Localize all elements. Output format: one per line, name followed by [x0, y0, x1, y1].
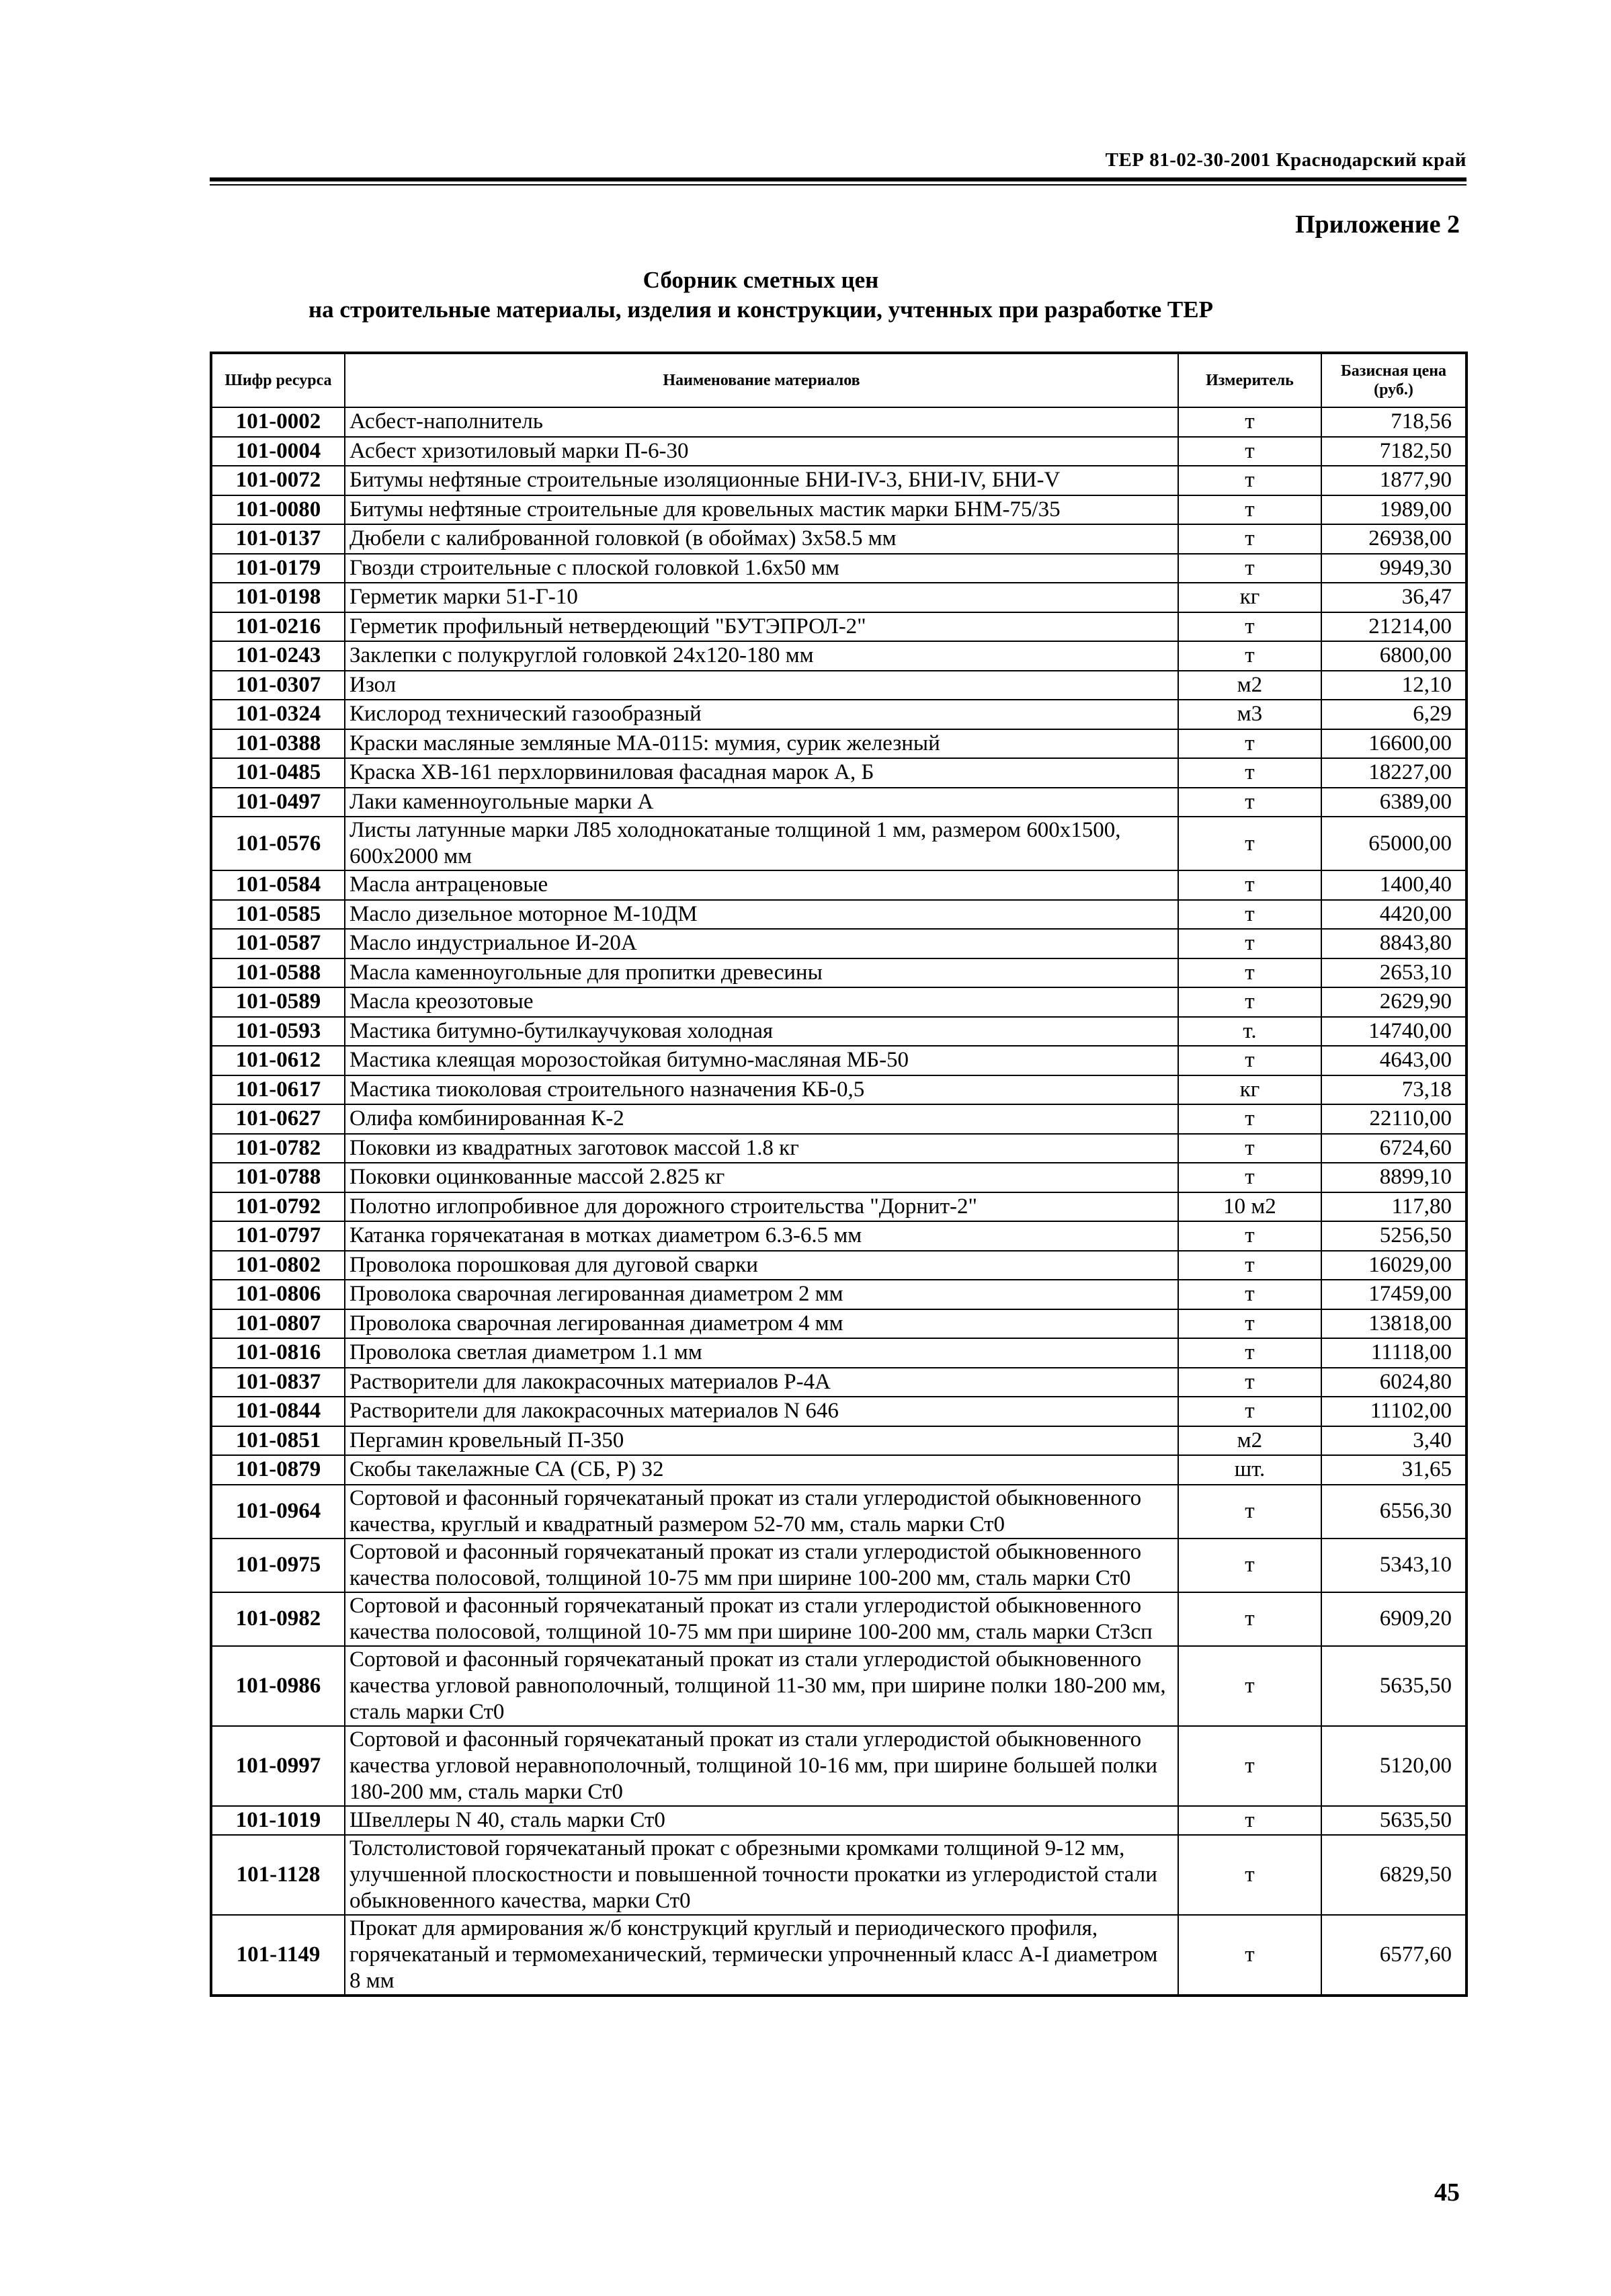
table-row [211, 1309, 1467, 1339]
cell-name: Катанка горячекатаная в мотках диаметром 6.3-6.5 мм [345, 1221, 1178, 1251]
cell-name: Проволока светлая диаметром 1.1 мм [345, 1338, 1178, 1368]
table-row [211, 929, 1467, 958]
cell-code: 101-0576 [211, 817, 345, 870]
cell-unit: м2 [1178, 671, 1321, 700]
table-row [211, 524, 1467, 554]
cell-name: Пергамин кровельный П-350 [345, 1426, 1178, 1456]
table-row [211, 1017, 1467, 1047]
cell-unit: т [1178, 1397, 1321, 1426]
cell-name: Битумы нефтяные строительные изоляционные БНИ-IV-3, БНИ-IV, БНИ-V [345, 466, 1178, 495]
cell-price: 17459,00 [1321, 1280, 1467, 1309]
table-row [211, 700, 1467, 729]
table-row [211, 1192, 1467, 1222]
cell-code: 101-0589 [211, 987, 345, 1017]
table-row [211, 958, 1467, 988]
column-header-price: Базисная цена (руб.) [1321, 353, 1467, 407]
cell-code: 101-1149 [211, 1915, 345, 1996]
cell-price: 3,40 [1321, 1426, 1467, 1456]
table-row [211, 788, 1467, 817]
cell-unit: т [1178, 1539, 1321, 1592]
cell-code: 101-0588 [211, 958, 345, 988]
cell-price: 1877,90 [1321, 466, 1467, 495]
appendix-label: Приложение 2 [1294, 210, 1460, 239]
cell-price: 26938,00 [1321, 524, 1467, 554]
cell-name: Олифа комбинированная К-2 [345, 1104, 1178, 1134]
cell-name: Растворители для лакокрасочных материалов N 646 [345, 1397, 1178, 1426]
cell-code: 101-0216 [211, 612, 345, 642]
cell-name: Сортовой и фасонный горячекатаный прокат из стали углеродистой обыкновенного качества полосовой, толщиной 10-75 мм при ширине 100-200 мм, сталь марки Ст3сп [345, 1592, 1178, 1646]
cell-name: Поковки оцинкованные массой 2.825 кг [345, 1163, 1178, 1192]
table-row [211, 612, 1467, 642]
cell-unit: т [1178, 900, 1321, 930]
cell-name: Гвозди строительные с плоской головкой 1.6х50 мм [345, 554, 1178, 583]
cell-code: 101-0307 [211, 671, 345, 700]
cell-price: 1989,00 [1321, 495, 1467, 525]
cell-unit: т [1178, 1046, 1321, 1075]
cell-price: 31,65 [1321, 1455, 1467, 1485]
cell-price: 73,18 [1321, 1075, 1467, 1105]
cell-price: 117,80 [1321, 1192, 1467, 1222]
cell-unit: т [1178, 987, 1321, 1017]
cell-price: 6389,00 [1321, 788, 1467, 817]
table-row [211, 1046, 1467, 1075]
cell-code: 101-0002 [211, 407, 345, 437]
cell-unit: кг [1178, 583, 1321, 612]
cell-code: 101-0587 [211, 929, 345, 958]
table-row [211, 407, 1467, 437]
title-line-1: Сборник сметных цен [643, 267, 879, 293]
table-row [211, 1835, 1467, 1915]
table-row [211, 1075, 1467, 1105]
cell-code: 101-0782 [211, 1134, 345, 1163]
cell-code: 101-0617 [211, 1075, 345, 1105]
cell-unit: т [1178, 1338, 1321, 1368]
cell-unit: шт. [1178, 1455, 1321, 1485]
cell-unit: т [1178, 958, 1321, 988]
table-row [211, 1646, 1467, 1726]
header-rule [210, 177, 1467, 186]
cell-unit: т [1178, 788, 1321, 817]
table-row [211, 1368, 1467, 1397]
cell-price: 6577,60 [1321, 1915, 1467, 1996]
cell-price: 18227,00 [1321, 758, 1467, 788]
cell-code: 101-1019 [211, 1806, 345, 1836]
table-row [211, 900, 1467, 930]
cell-unit: т [1178, 1835, 1321, 1915]
cell-unit: т [1178, 1221, 1321, 1251]
cell-name: Мастика тиоколовая строительного назначения КБ-0,5 [345, 1075, 1178, 1105]
table-row [211, 1134, 1467, 1163]
cell-code: 101-0497 [211, 788, 345, 817]
table-row [211, 1280, 1467, 1309]
cell-unit: т [1178, 1104, 1321, 1134]
cell-name: Заклепки с полукруглой головкой 24х120-180 мм [345, 641, 1178, 671]
table-row [211, 1592, 1467, 1646]
cell-name: Проволока сварочная легированная диаметром 4 мм [345, 1309, 1178, 1339]
cell-unit: т [1178, 554, 1321, 583]
cell-price: 16029,00 [1321, 1251, 1467, 1280]
cell-price: 7182,50 [1321, 437, 1467, 466]
cell-code: 101-0388 [211, 729, 345, 759]
table-row [211, 1221, 1467, 1251]
cell-unit: т [1178, 437, 1321, 466]
cell-code: 101-0243 [211, 641, 345, 671]
cell-name: Масла антраценовые [345, 870, 1178, 900]
cell-code: 101-0485 [211, 758, 345, 788]
cell-price: 2653,10 [1321, 958, 1467, 988]
table-row [211, 1104, 1467, 1134]
cell-unit: т [1178, 1806, 1321, 1836]
table-row [211, 1251, 1467, 1280]
table-row [211, 1163, 1467, 1192]
cell-code: 101-0975 [211, 1539, 345, 1592]
cell-name: Лаки каменноугольные марки А [345, 788, 1178, 817]
cell-price: 5256,50 [1321, 1221, 1467, 1251]
column-header-unit: Измеритель [1178, 353, 1321, 407]
cell-name: Битумы нефтяные строительные для кровельных мастик марки БНМ-75/35 [345, 495, 1178, 525]
cell-code: 101-0584 [211, 870, 345, 900]
table-row [211, 1485, 1467, 1539]
cell-price: 11102,00 [1321, 1397, 1467, 1426]
table-row [211, 1338, 1467, 1368]
cell-name: Краски масляные земляные МА-0115: мумия, сурик железный [345, 729, 1178, 759]
cell-price: 21214,00 [1321, 612, 1467, 642]
title-line-2: на строительные материалы, изделия и конструкции, учтенных при разработке ТЕР [308, 296, 1213, 323]
cell-price: 6556,30 [1321, 1485, 1467, 1539]
cell-name: Масло индустриальное И-20А [345, 929, 1178, 958]
cell-name: Проволока порошковая для дуговой сварки [345, 1251, 1178, 1280]
cell-unit: т [1178, 870, 1321, 900]
table-row [211, 758, 1467, 788]
cell-unit: т [1178, 1485, 1321, 1539]
cell-name: Сортовой и фасонный горячекатаный прокат из стали углеродистой обыкновенного качества угловой неравнополочный, толщиной 10-16 мм, при ширине большей полки 180-200 мм, сталь марки Ст0 [345, 1726, 1178, 1806]
column-header-code: Шифр ресурса [211, 353, 345, 407]
cell-name: Швеллеры N 40, сталь марки Ст0 [345, 1806, 1178, 1836]
cell-name: Полотно иглопробивное для дорожного строительства "Дорнит-2" [345, 1192, 1178, 1222]
cell-price: 8843,80 [1321, 929, 1467, 958]
table-row [211, 817, 1467, 870]
cell-name: Масла креозотовые [345, 987, 1178, 1017]
cell-code: 101-0802 [211, 1251, 345, 1280]
cell-price: 6024,80 [1321, 1368, 1467, 1397]
cell-code: 101-0627 [211, 1104, 345, 1134]
cell-name: Краска ХВ-161 перхлорвиниловая фасадная марок А, Б [345, 758, 1178, 788]
cell-code: 101-0004 [211, 437, 345, 466]
cell-code: 101-0593 [211, 1017, 345, 1047]
cell-price: 14740,00 [1321, 1017, 1467, 1047]
cell-code: 101-1128 [211, 1835, 345, 1915]
cell-name: Скобы такелажные СА (СБ, Р) 32 [345, 1455, 1178, 1485]
cell-code: 101-0324 [211, 700, 345, 729]
cell-code: 101-0072 [211, 466, 345, 495]
cell-price: 718,56 [1321, 407, 1467, 437]
cell-name: Прокат для армирования ж/б конструкций круглый и периодического профиля, горячекатаный и термомеханический, термически упрочненный класс А-I диаметром 8 мм [345, 1915, 1178, 1996]
cell-price: 5635,50 [1321, 1806, 1467, 1836]
cell-code: 101-0964 [211, 1485, 345, 1539]
cell-name: Мастика битумно-бутилкаучуковая холодная [345, 1017, 1178, 1047]
cell-code: 101-0837 [211, 1368, 345, 1397]
cell-name: Проволока сварочная легированная диаметром 2 мм [345, 1280, 1178, 1309]
cell-price: 1400,40 [1321, 870, 1467, 900]
cell-code: 101-0879 [211, 1455, 345, 1485]
cell-code: 101-0997 [211, 1726, 345, 1806]
cell-price: 2629,90 [1321, 987, 1467, 1017]
cell-unit: т [1178, 1134, 1321, 1163]
cell-code: 101-0806 [211, 1280, 345, 1309]
table-row [211, 1915, 1467, 1996]
cell-name: Сортовой и фасонный горячекатаный прокат из стали углеродистой обыкновенного качества угловой равнополочный, толщиной 11-30 мм, при ширине полки 180-200 мм, сталь марки Ст0 [345, 1646, 1178, 1726]
cell-code: 101-0137 [211, 524, 345, 554]
cell-price: 36,47 [1321, 583, 1467, 612]
cell-unit: т [1178, 641, 1321, 671]
cell-code: 101-0986 [211, 1646, 345, 1726]
cell-price: 4643,00 [1321, 1046, 1467, 1075]
table-row [211, 554, 1467, 583]
cell-price: 16600,00 [1321, 729, 1467, 759]
table-row [211, 1539, 1467, 1592]
cell-name: Асбест-наполнитель [345, 407, 1178, 437]
cell-price: 4420,00 [1321, 900, 1467, 930]
cell-name: Толстолистовой горячекатаный прокат с обрезными кромками толщиной 9-12 мм, улучшенной плоскостности и повышенной точности прокатки из углеродистой стали обыкновенного качества, марки Ст0 [345, 1835, 1178, 1915]
cell-unit: м2 [1178, 1426, 1321, 1456]
document-id: ТЕР 81-02-30-2001 Краснодарский край [1105, 149, 1467, 171]
cell-name: Масла каменноугольные для пропитки древесины [345, 958, 1178, 988]
table-row [211, 1726, 1467, 1806]
cell-name: Сортовой и фасонный горячекатаный прокат из стали углеродистой обыкновенного качества полосовой, толщиной 10-75 мм при ширине 100-200 мм, сталь марки Ст0 [345, 1539, 1178, 1592]
table-row [211, 1455, 1467, 1485]
cell-unit: м3 [1178, 700, 1321, 729]
cell-price: 65000,00 [1321, 817, 1467, 870]
table-row [211, 671, 1467, 700]
cell-unit: т [1178, 407, 1321, 437]
cell-unit: кг [1178, 1075, 1321, 1105]
table-row [211, 729, 1467, 759]
cell-unit: т [1178, 729, 1321, 759]
cell-name: Асбест хризотиловый марки П-6-30 [345, 437, 1178, 466]
table-row [211, 466, 1467, 495]
cell-unit: т [1178, 817, 1321, 870]
cell-code: 101-0844 [211, 1397, 345, 1426]
cell-code: 101-0179 [211, 554, 345, 583]
cell-price: 5120,00 [1321, 1726, 1467, 1806]
page-title [210, 265, 1312, 325]
cell-unit: т [1178, 524, 1321, 554]
cell-price: 8899,10 [1321, 1163, 1467, 1192]
cell-name: Изол [345, 671, 1178, 700]
table-row [211, 870, 1467, 900]
cell-name: Сортовой и фасонный горячекатаный прокат из стали углеродистой обыкновенного качества, круглый и квадратный размером 52-70 мм, сталь марки Ст0 [345, 1485, 1178, 1539]
cell-unit: т. [1178, 1017, 1321, 1047]
cell-price: 5343,10 [1321, 1539, 1467, 1592]
cell-price: 12,10 [1321, 671, 1467, 700]
table-row [211, 495, 1467, 525]
cell-unit: т [1178, 1368, 1321, 1397]
cell-name: Кислород технический газообразный [345, 700, 1178, 729]
cell-price: 6800,00 [1321, 641, 1467, 671]
table-row [211, 641, 1467, 671]
cell-name: Мастика клеящая морозостойкая битумно-масляная МБ-50 [345, 1046, 1178, 1075]
cell-price: 22110,00 [1321, 1104, 1467, 1134]
cell-unit: т [1178, 466, 1321, 495]
cell-code: 101-0792 [211, 1192, 345, 1222]
cell-name: Дюбели с калиброванной головкой (в обоймах) 3х58.5 мм [345, 524, 1178, 554]
cell-code: 101-0080 [211, 495, 345, 525]
cell-unit: т [1178, 758, 1321, 788]
page-number: 45 [1434, 2178, 1460, 2207]
cell-code: 101-0585 [211, 900, 345, 930]
cell-code: 101-0612 [211, 1046, 345, 1075]
cell-unit: т [1178, 1726, 1321, 1806]
cell-price: 6,29 [1321, 700, 1467, 729]
cell-unit: т [1178, 612, 1321, 642]
cell-name: Листы латунные марки Л85 холоднокатаные толщиной 1 мм, размером 600х1500, 600х2000 мм [345, 817, 1178, 870]
cell-code: 101-0816 [211, 1338, 345, 1368]
cell-code: 101-0797 [211, 1221, 345, 1251]
table-body [211, 407, 1467, 1996]
table-row [211, 437, 1467, 466]
cell-unit: т [1178, 1163, 1321, 1192]
cell-price: 11118,00 [1321, 1338, 1467, 1368]
cell-price: 13818,00 [1321, 1309, 1467, 1339]
table-header-row [211, 353, 1467, 407]
cell-unit: т [1178, 1280, 1321, 1309]
cell-price: 6829,50 [1321, 1835, 1467, 1915]
cell-price: 6724,60 [1321, 1134, 1467, 1163]
cell-price: 5635,50 [1321, 1646, 1467, 1726]
cell-code: 101-0851 [211, 1426, 345, 1456]
cell-unit: т [1178, 1592, 1321, 1646]
cell-price: 9949,30 [1321, 554, 1467, 583]
column-header-name: Наименование материалов [345, 353, 1178, 407]
cell-name: Герметик марки 51-Г-10 [345, 583, 1178, 612]
cell-name: Масло дизельное моторное М-10ДМ [345, 900, 1178, 930]
cell-name: Герметик профильный нетвердеющий "БУТЭПРОЛ-2" [345, 612, 1178, 642]
cell-code: 101-0982 [211, 1592, 345, 1646]
materials-table [210, 352, 1468, 1997]
table-row [211, 583, 1467, 612]
cell-unit: т [1178, 1915, 1321, 1996]
cell-unit: 10 м2 [1178, 1192, 1321, 1222]
table-row [211, 1426, 1467, 1456]
table-row [211, 1397, 1467, 1426]
cell-unit: т [1178, 1309, 1321, 1339]
cell-unit: т [1178, 1646, 1321, 1726]
cell-code: 101-0198 [211, 583, 345, 612]
cell-unit: т [1178, 495, 1321, 525]
cell-name: Растворители для лакокрасочных материалов Р-4А [345, 1368, 1178, 1397]
cell-unit: т [1178, 929, 1321, 958]
table-row [211, 987, 1467, 1017]
table-row [211, 1806, 1467, 1836]
cell-code: 101-0788 [211, 1163, 345, 1192]
cell-price: 6909,20 [1321, 1592, 1467, 1646]
cell-code: 101-0807 [211, 1309, 345, 1339]
cell-name: Поковки из квадратных заготовок массой 1.8 кг [345, 1134, 1178, 1163]
cell-unit: т [1178, 1251, 1321, 1280]
